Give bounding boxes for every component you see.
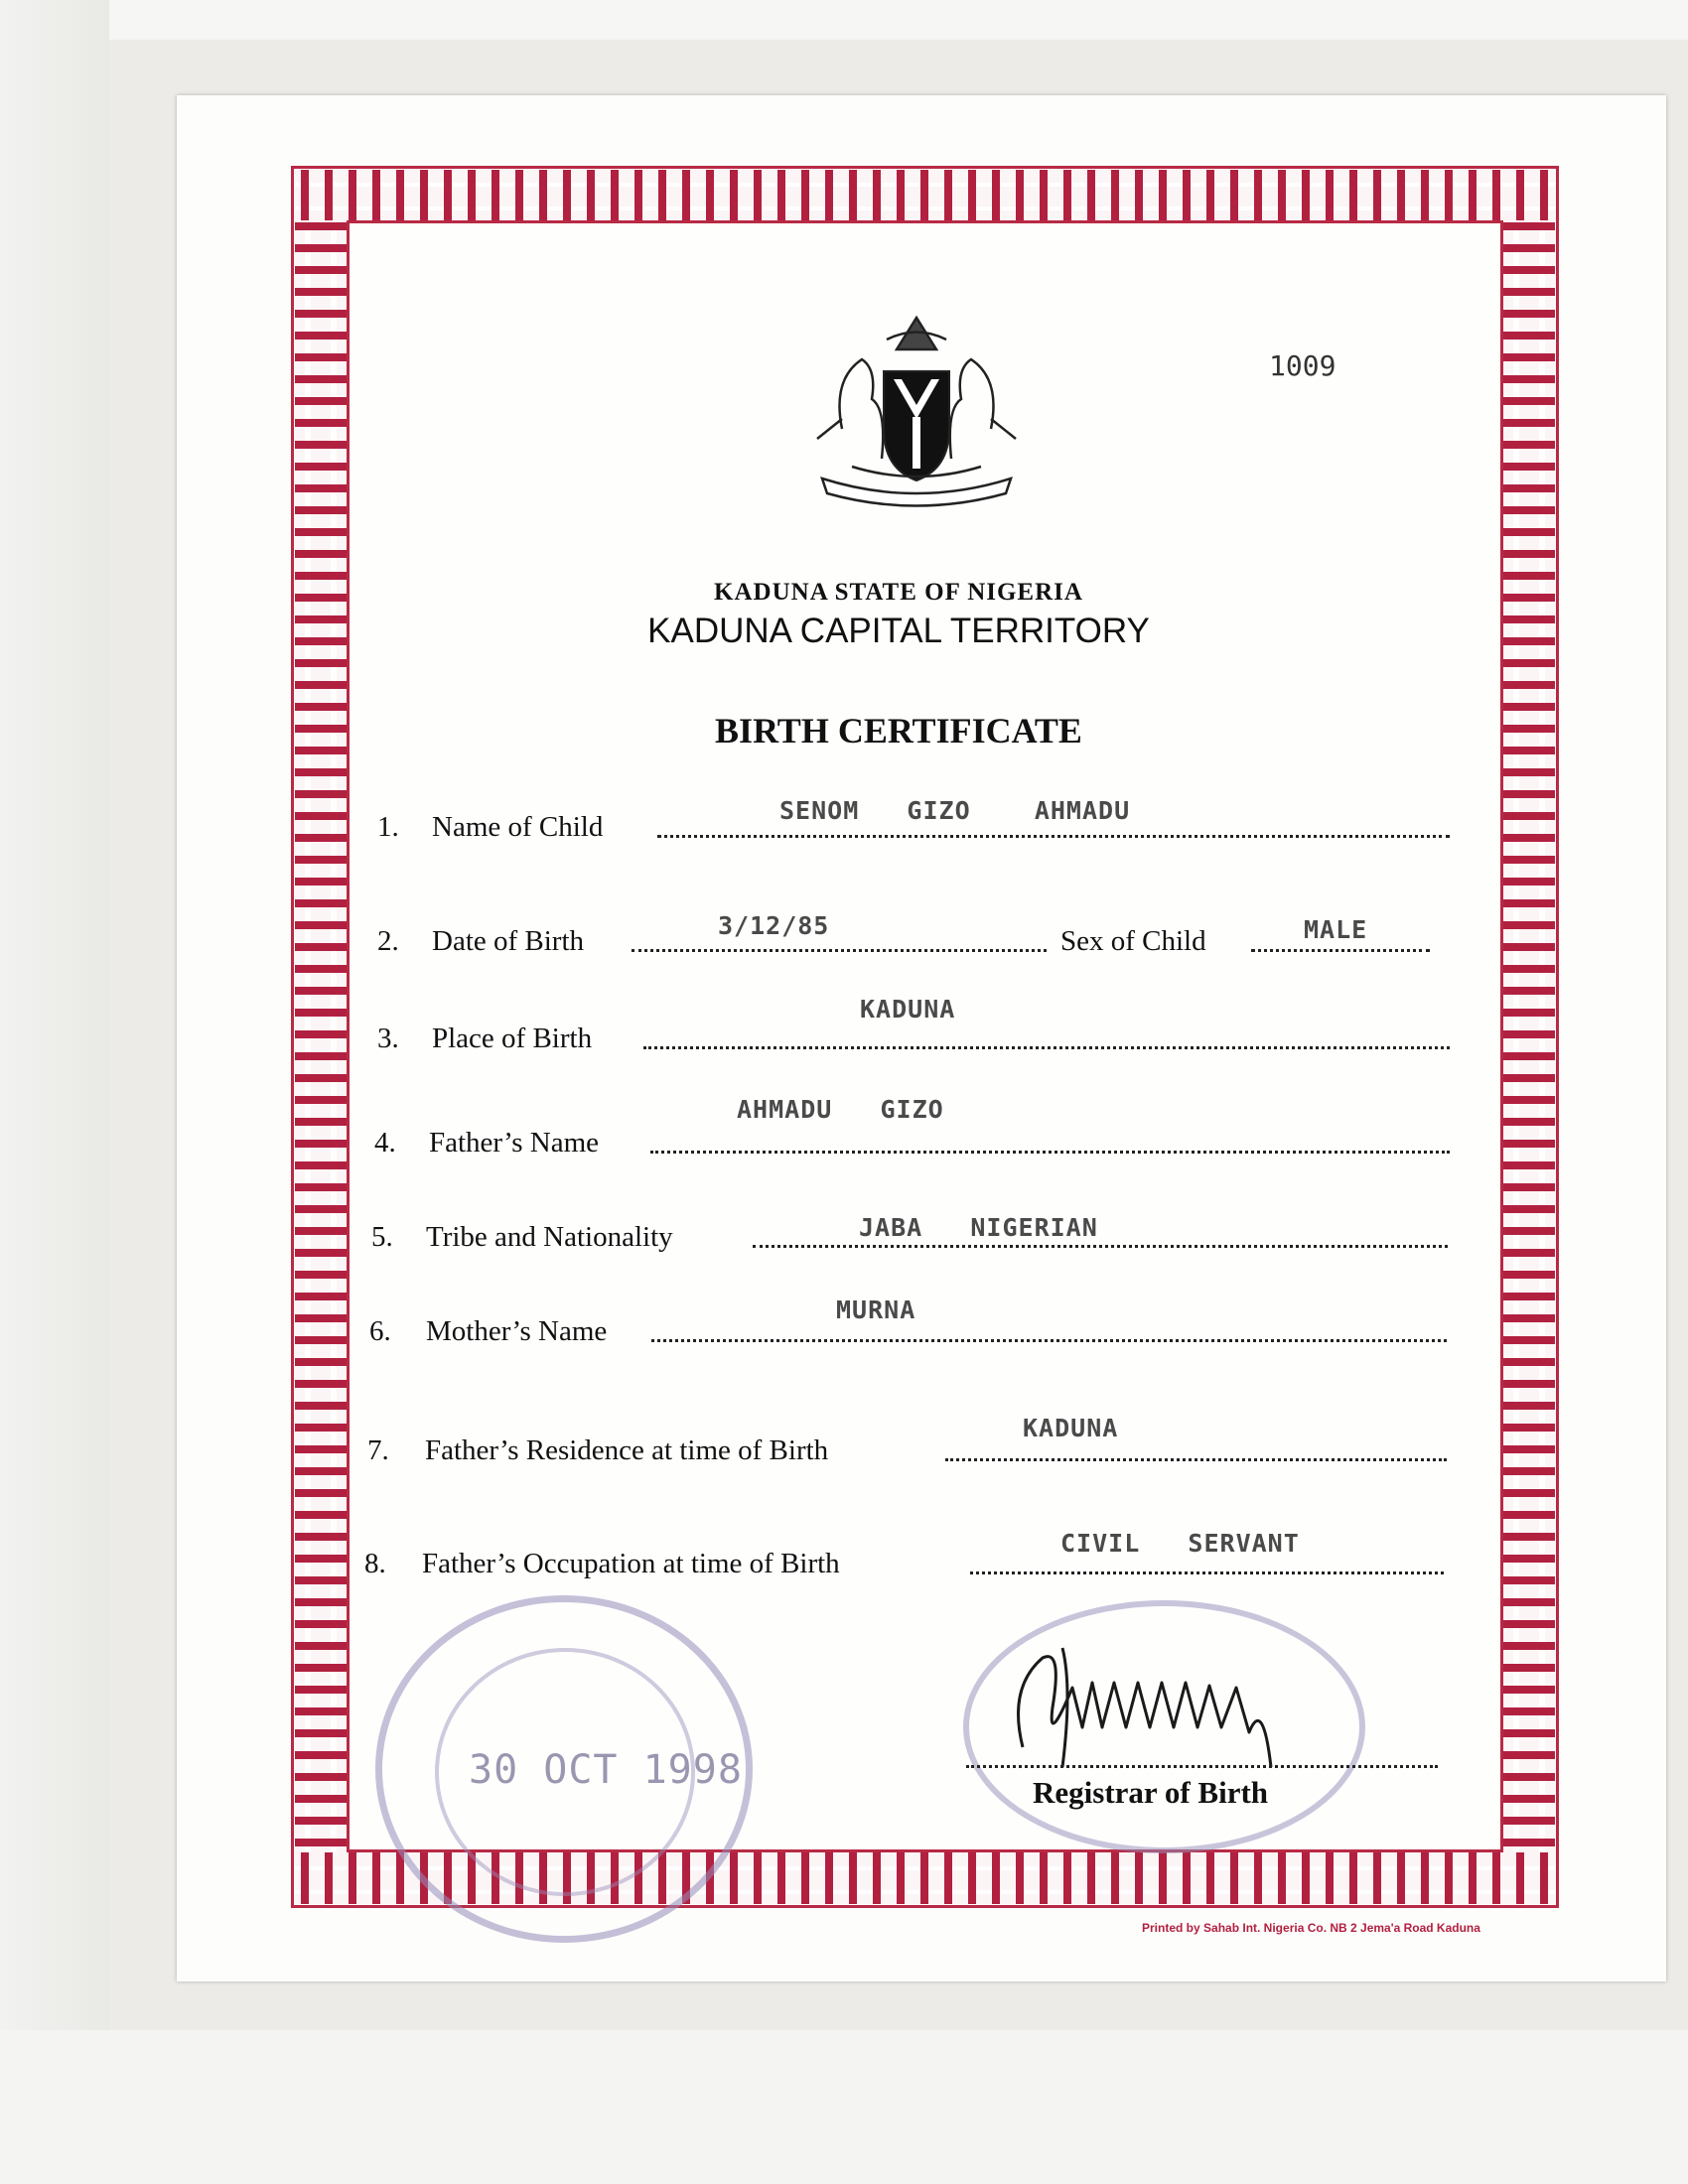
field-value-name-of-child: SENOM GIZO AHMADU <box>779 796 1131 825</box>
field-number: 6. <box>369 1315 391 1347</box>
ornamental-border-right <box>1503 220 1555 1852</box>
coat-of-arms-icon <box>802 310 1031 508</box>
ornamental-border-top <box>295 170 1555 220</box>
field-label: Tribe and Nationality <box>426 1221 673 1253</box>
printer-imprint: Printed by Sahab Int. Nigeria Co. NB 2 Jema'a Road Kaduna <box>1142 1921 1480 1935</box>
header-territory: KADUNA CAPITAL TERRITORY <box>647 612 1150 650</box>
dotted-line <box>643 1046 1450 1049</box>
field-number: 7. <box>367 1434 389 1466</box>
dotted-line <box>651 1339 1447 1342</box>
field-value-tribe-nationality: JABA NIGERIAN <box>859 1213 1098 1242</box>
field-row-fathers-residence <box>367 1418 1447 1467</box>
field-value-sex: MALE <box>1304 915 1368 944</box>
scan-background-bottom <box>0 2030 1688 2184</box>
field-number: 4. <box>374 1127 396 1159</box>
field-label: Father’s Occupation at time of Birth <box>422 1548 840 1579</box>
field-label: Father’s Name <box>429 1127 599 1159</box>
dotted-line <box>650 1151 1450 1154</box>
field-value-mothers-name: MURNA <box>836 1296 916 1324</box>
scan-background-top <box>0 0 1688 40</box>
registrar-signature <box>1003 1628 1331 1777</box>
dotted-line <box>753 1245 1448 1248</box>
field-number: 3. <box>377 1023 399 1054</box>
field-label: Name of Child <box>432 811 604 843</box>
field-number: 2. <box>377 925 399 957</box>
scan-background-left <box>0 0 109 2184</box>
field-label: Date of Birth <box>432 925 585 957</box>
field-number: 8. <box>364 1548 386 1579</box>
field-label: Place of Birth <box>432 1023 593 1054</box>
field-label: Mother’s Name <box>426 1315 608 1347</box>
signature-dotted-line <box>966 1765 1438 1768</box>
sex-label: Sex of Child <box>1060 925 1206 957</box>
dotted-line <box>632 949 1047 952</box>
header-state: KADUNA STATE OF NIGERIA <box>714 579 1083 606</box>
field-value-fathers-name: AHMADU GIZO <box>737 1095 944 1124</box>
dotted-line <box>945 1458 1447 1461</box>
field-label: Father’s Residence at time of Birth <box>425 1434 829 1466</box>
stamp-date: 30 OCT 1998 <box>469 1747 743 1793</box>
ornamental-border-left <box>295 220 347 1852</box>
field-number: 1. <box>377 811 399 843</box>
field-value-date-of-birth: 3/12/85 <box>718 911 830 940</box>
dotted-line <box>657 835 1450 838</box>
field-number: 5. <box>371 1221 393 1253</box>
dotted-line <box>1251 949 1430 952</box>
field-value-place-of-birth: KADUNA <box>860 995 956 1024</box>
field-value-fathers-occupation: CIVIL SERVANT <box>1060 1529 1300 1558</box>
certificate-number: 1009 <box>1269 349 1336 382</box>
field-value-fathers-residence: KADUNA <box>1023 1414 1119 1442</box>
registrar-label: Registrar of Birth <box>1033 1775 1269 1810</box>
field-row-date-of-birth <box>377 908 1430 958</box>
document-title: BIRTH CERTIFICATE <box>715 711 1082 751</box>
dotted-line <box>970 1571 1444 1574</box>
